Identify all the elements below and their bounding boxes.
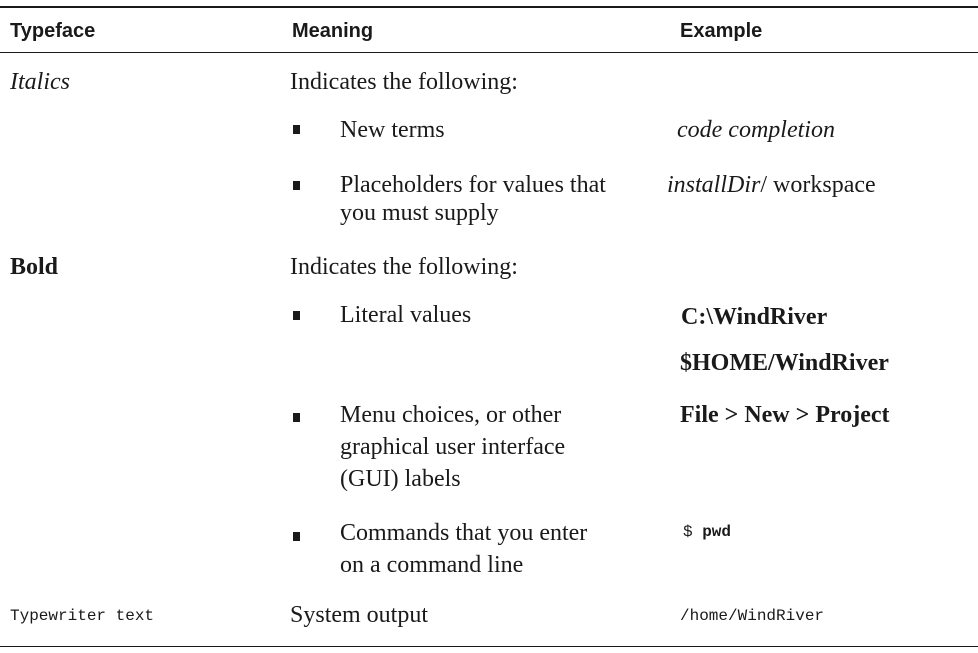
column-header-typeface: Typeface [10,20,96,42]
bullet-icon [293,532,300,541]
bold-item-menu-line1: Menu choices, or other [340,402,562,428]
italics-item-new-terms: New terms [340,117,445,143]
typeface-typewriter: Typewriter text [10,607,155,625]
bold-intro: Indicates the following: [290,254,518,280]
example-system-output: /home/WindRiver [680,607,825,625]
example-command-prompt: $ [683,523,703,541]
italics-item-placeholders-line1: Placeholders for values that [340,172,606,198]
bold-item-commands-line1: Commands that you enter [340,520,588,546]
example-home-windriver: $HOME/WindRiver [680,350,889,376]
italics-intro: Indicates the following: [290,69,518,95]
example-command-name: pwd [702,523,732,541]
example-install-dir-placeholder: installDir [667,172,761,198]
bullet-icon [293,413,300,422]
table-bottom-rule [0,646,978,647]
bold-item-menu-line2: graphical user interface [340,434,566,460]
example-menu-path: File > New > Project [680,402,890,428]
column-header-example: Example [680,20,763,42]
column-header-meaning: Meaning [292,20,374,42]
bold-item-literal-values: Literal values [340,302,472,328]
bold-item-commands-line2: on a command line [340,552,524,578]
italics-item-placeholders-line2: you must supply [340,200,499,226]
example-install-dir-rest: / workspace [760,172,876,198]
typeface-bold: Bold [10,254,59,280]
table-top-rule [0,6,978,8]
example-command [683,522,731,542]
typeface-italics: Italics [10,69,70,95]
header-rule [0,52,978,53]
example-windriver-path: C:\WindRiver [681,304,828,330]
example-code-completion: code completion [677,117,835,143]
example-install-dir [667,170,876,200]
bullet-icon [293,181,300,190]
bullet-icon [293,125,300,134]
bullet-icon [293,311,300,320]
typewriter-meaning: System output [290,602,429,628]
bold-item-menu-line3: (GUI) labels [340,466,461,492]
